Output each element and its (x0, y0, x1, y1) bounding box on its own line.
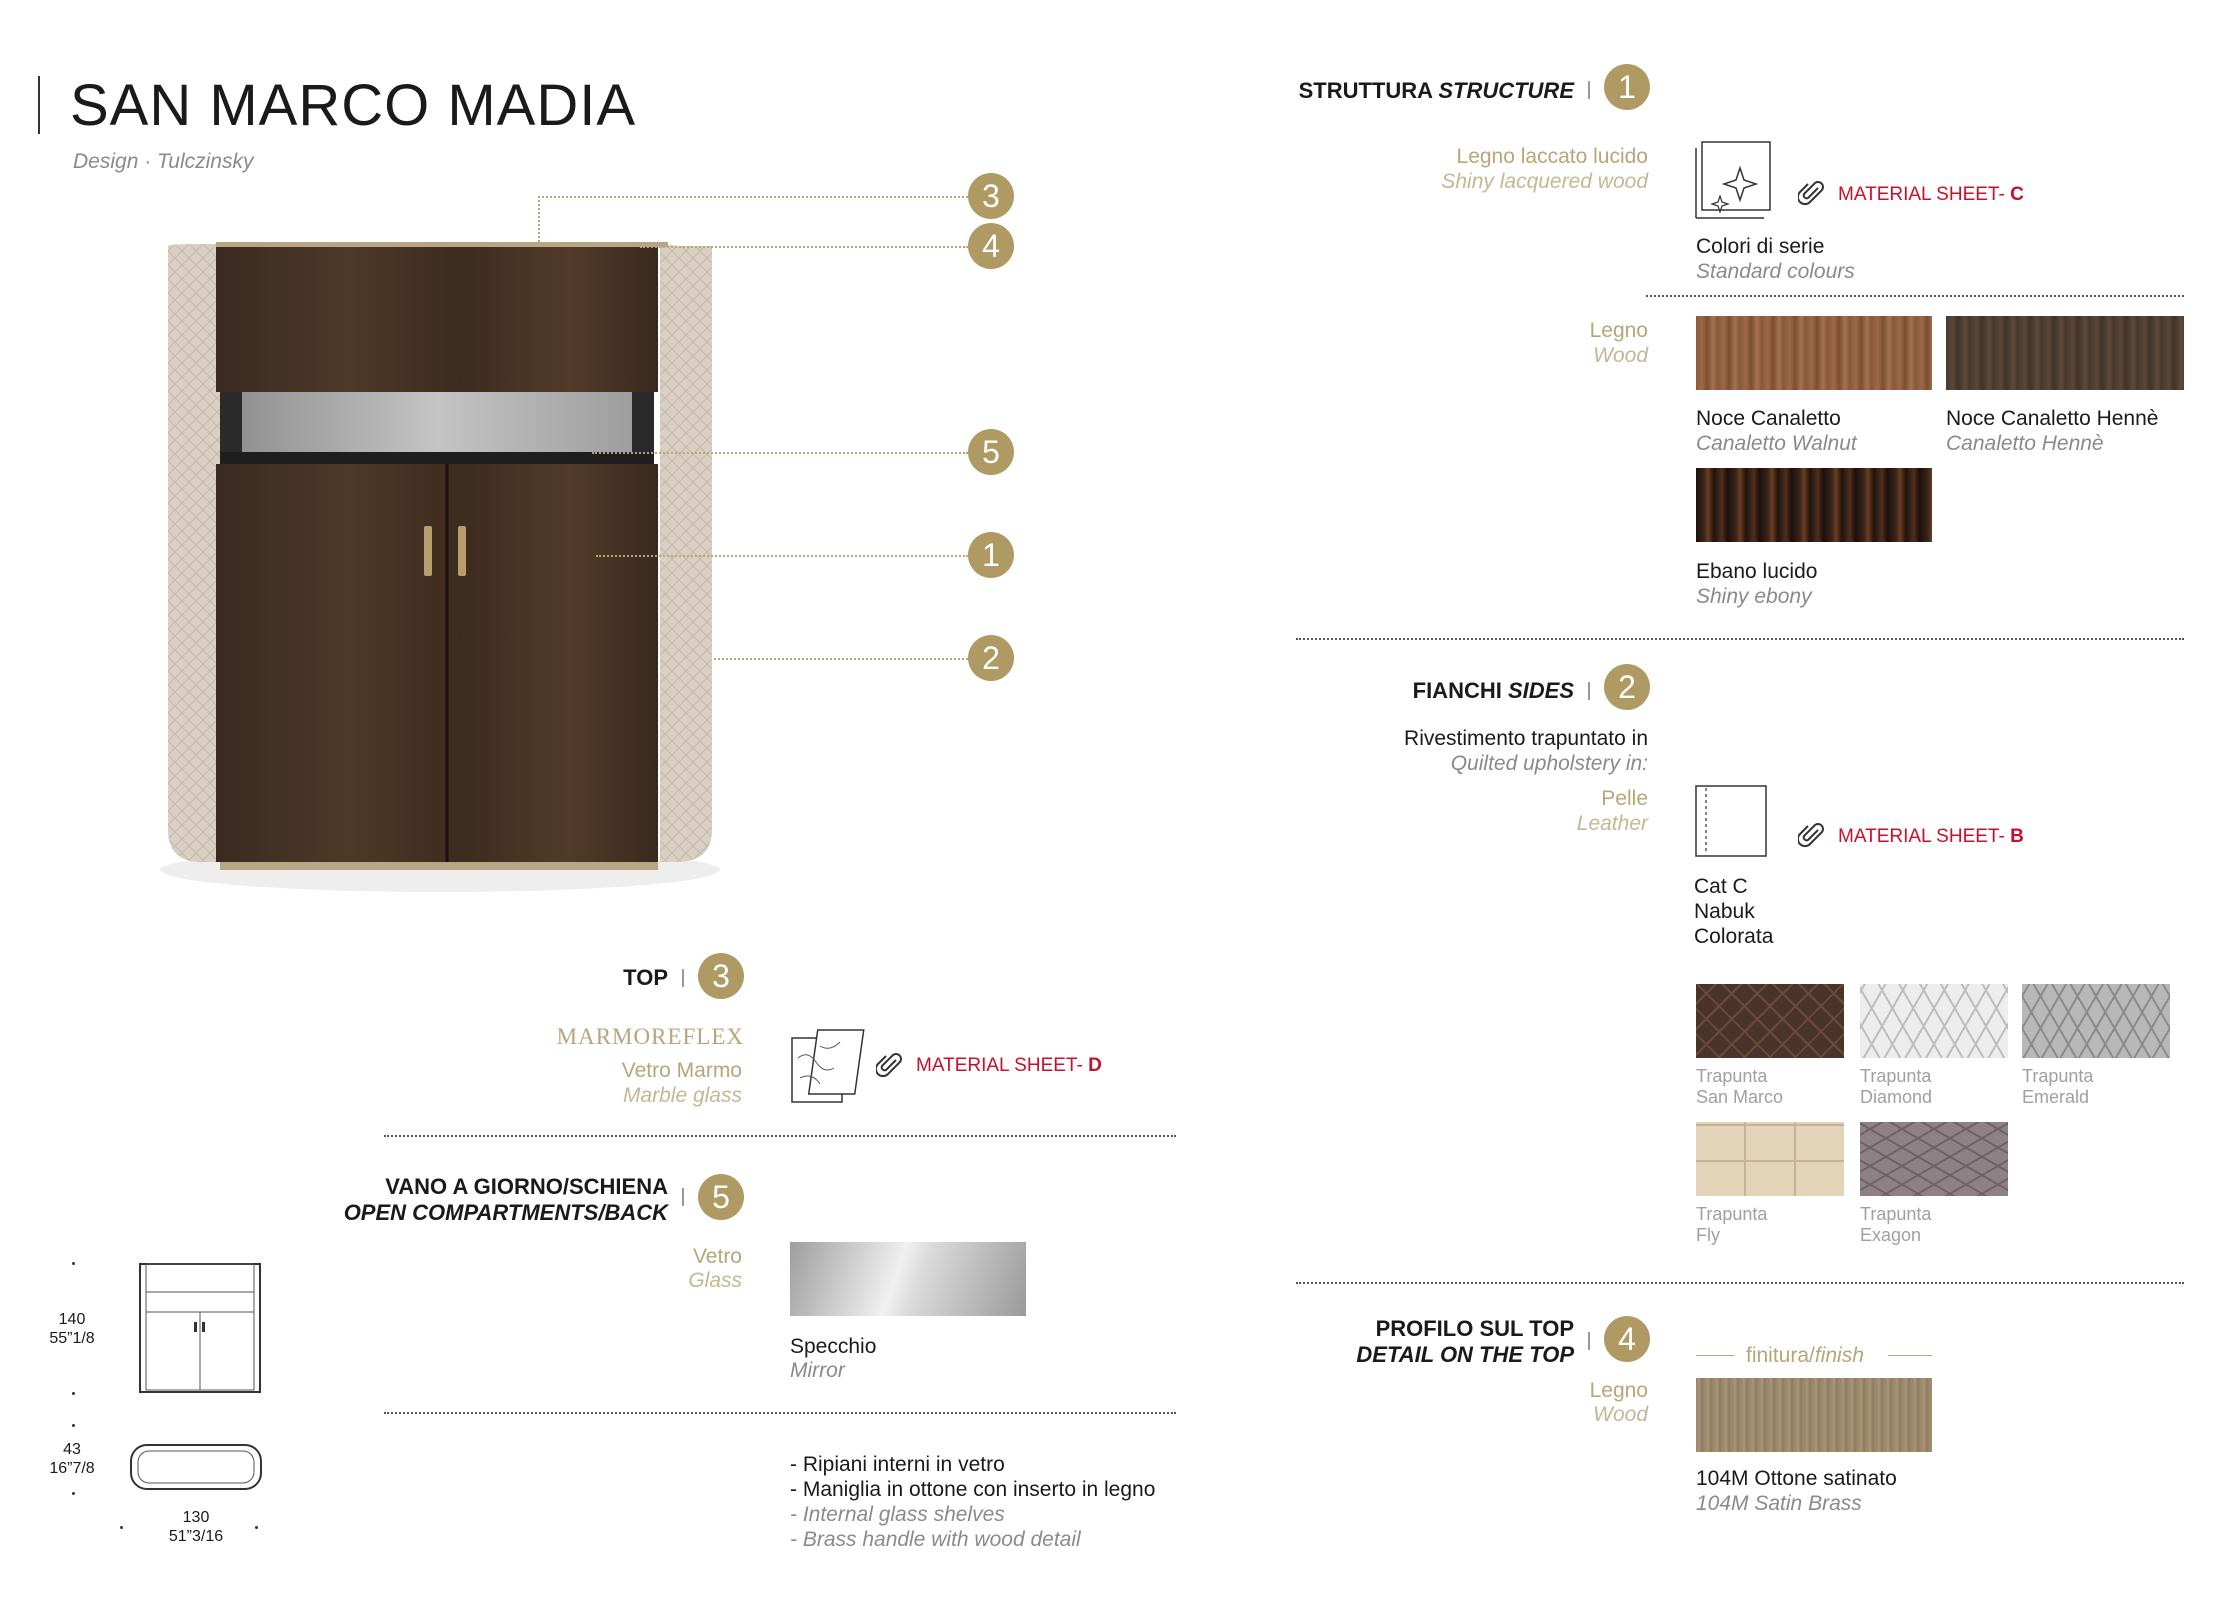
section-separator (1296, 1282, 2184, 1284)
wood-swatch-noce-canaletto[interactable] (1696, 316, 1932, 390)
mirror-swatch[interactable] (790, 1242, 1026, 1316)
colors-label-en: Standard colours (1696, 260, 1855, 283)
dim-width (154, 1508, 238, 1546)
struttura-title-it: STRUTTURA (1298, 78, 1433, 103)
dim-dot (72, 1392, 75, 1395)
profilo-title-en: DETAIL ON THE TOP (1356, 1342, 1574, 1367)
mirror-label-it: Specchio (790, 1335, 877, 1358)
struttura-material-sheet-link[interactable] (1838, 184, 2024, 206)
top-label-en: Marble glass (622, 1084, 742, 1107)
header-rule (38, 76, 40, 134)
fianchi-material-sheet-link[interactable] (1838, 826, 2024, 848)
quilt-label-l1: Trapunta (1696, 1204, 1768, 1224)
callout-badge-1: 1 (968, 532, 1014, 578)
dim-height-in: 55”1/8 (49, 1330, 95, 1347)
vano-label-en: Glass (688, 1269, 742, 1292)
dim-dot (72, 1262, 75, 1265)
dim-width-cm: 130 (182, 1509, 210, 1526)
dim-height-cm: 140 (58, 1311, 86, 1328)
leather-icon (1694, 784, 1768, 858)
satin-brass-label-en: 104M Satin Brass (1696, 1492, 1862, 1515)
designer-credit: Design · Tulczinsky (73, 150, 254, 173)
leader-3 (538, 196, 968, 198)
leather-label-en: Leather (1576, 812, 1648, 835)
top-badge: 3 (698, 953, 744, 999)
dim-width-in: 51”3/16 (168, 1528, 224, 1545)
fianchi-title (1320, 678, 1574, 704)
struttura-title (1240, 78, 1574, 104)
vano-title-it: VANO A GIORNO/SCHIENA (385, 1174, 668, 1199)
fianchi-desc-it: Rivestimento trapuntato in (1404, 727, 1648, 750)
callout-badge-5: 5 (968, 429, 1014, 475)
finish-label (1746, 1344, 1864, 1368)
callout-badge-2: 2 (968, 635, 1014, 681)
title-pipe (1588, 81, 1590, 99)
leather-finish: Colorata (1694, 925, 1774, 948)
product-image (140, 230, 760, 910)
fianchi-title-en: SIDES (1507, 678, 1574, 703)
paperclip-icon (1798, 180, 1826, 208)
wood-name-it: Noce Canaletto (1696, 407, 1841, 430)
sheet-prefix: MATERIAL SHEET- (1838, 826, 2011, 847)
quilt-label-l2: Fly (1696, 1225, 1720, 1245)
quilt-label-l1: Trapunta (2022, 1066, 2094, 1086)
leader-4 (640, 246, 968, 248)
wood-name-it: Ebano lucido (1696, 560, 1818, 583)
top-title: TOP (623, 965, 668, 990)
quilt-swatch-san-marco[interactable] (1696, 984, 1844, 1058)
struttura-badge: 1 (1604, 64, 1650, 110)
dim-depth-cm: 43 (63, 1441, 81, 1458)
marmoreflex-logo: MARMOREFLEX (556, 1024, 744, 1049)
colors-label-it: Colori di serie (1696, 235, 1825, 258)
satin-brass-label-it: 104M Ottone satinato (1696, 1467, 1897, 1490)
mirror-label-en: Mirror (790, 1359, 845, 1382)
section-separator (384, 1135, 1176, 1137)
wood-label-en: Wood (1593, 344, 1648, 367)
front-view-drawing (136, 1262, 266, 1396)
wood-swatch-noce-canaletto-henne[interactable] (1946, 316, 2184, 390)
fianchi-title-it: FIANCHI (1412, 678, 1502, 703)
leader-3-vertical (538, 196, 540, 246)
sheet-letter: C (2010, 184, 2024, 205)
title-pipe (1588, 682, 1590, 700)
quilt-label-l2: San Marco (1696, 1087, 1784, 1107)
paperclip-icon (876, 1052, 904, 1080)
vano-title (320, 1174, 668, 1226)
quilt-label (2022, 1066, 2093, 1108)
top-label-it: Vetro Marmo (621, 1059, 742, 1082)
leather-type: Nabuk (1694, 900, 1755, 923)
leather-category: Cat C (1694, 875, 1748, 898)
section-separator (1646, 295, 2184, 297)
dim-dot (255, 1526, 258, 1529)
callout-badge-4: 4 (968, 223, 1014, 269)
marble-glass-icon (790, 1028, 866, 1104)
sheet-prefix: MATERIAL SHEET- (916, 1055, 1089, 1076)
wood-name-en: Shiny ebony (1696, 585, 1812, 608)
leader-1 (596, 555, 968, 557)
section-separator (1296, 638, 2184, 640)
leather-label-it: Pelle (1601, 787, 1648, 810)
dim-depth (30, 1440, 114, 1478)
quilt-swatch-diamond[interactable] (1860, 984, 2008, 1058)
quilt-label (1860, 1204, 1931, 1246)
profilo-label-en: Wood (1593, 1403, 1648, 1426)
paperclip-icon (1798, 822, 1826, 850)
quilt-label-l2: Emerald (2022, 1087, 2090, 1107)
dim-dot (72, 1492, 75, 1495)
dim-dot (120, 1526, 123, 1529)
quilt-swatch-emerald[interactable] (2022, 984, 2170, 1058)
satin-brass-swatch[interactable] (1696, 1378, 1932, 1452)
wood-name-en: Canaletto Hennè (1946, 432, 2104, 455)
note-handle-en: - Brass handle with wood detail (790, 1528, 1081, 1551)
note-shelves-it: - Ripiani interni in vetro (790, 1453, 1005, 1476)
profilo-title (1300, 1316, 1574, 1368)
wood-label-it: Legno (1589, 319, 1648, 342)
struttura-title-en: STRUCTURE (1438, 78, 1574, 103)
lacquer-label-it: Legno laccato lucido (1456, 145, 1648, 168)
quilt-label-l1: Trapunta (1696, 1066, 1768, 1086)
title-pipe (682, 1188, 684, 1206)
quilt-label-l2: Diamond (1860, 1087, 1933, 1107)
wood-name-it: Noce Canaletto Hennè (1946, 407, 2159, 430)
leader-2 (714, 658, 968, 660)
callout-badge-3: 3 (968, 173, 1014, 219)
vano-title-en: OPEN COMPARTMENTS/BACK (343, 1200, 668, 1225)
quilt-label-l1: Trapunta (1860, 1066, 1932, 1086)
sheet-letter: D (1088, 1055, 1102, 1076)
finish-rule-right (1888, 1355, 1932, 1356)
lacquer-sparkle-icon (1694, 140, 1774, 220)
quilt-label-l2: Exagon (1860, 1225, 1922, 1245)
dim-dot (72, 1424, 75, 1427)
finish-rule-left (1696, 1355, 1734, 1356)
section-separator (384, 1412, 1176, 1414)
vano-badge: 5 (698, 1174, 744, 1220)
fianchi-badge: 2 (1604, 664, 1650, 710)
title-pipe (1588, 1332, 1590, 1350)
sheet-prefix: MATERIAL SHEET- (1838, 184, 2011, 205)
quilt-label (1860, 1066, 1932, 1108)
dim-depth-in: 16”7/8 (49, 1460, 95, 1477)
page-title: SAN MARCO MADIA (70, 73, 637, 138)
quilt-swatch-fly[interactable] (1696, 1122, 1844, 1196)
leader-5 (592, 452, 968, 454)
top-material-sheet-link[interactable] (916, 1055, 1102, 1077)
vano-label-it: Vetro (692, 1245, 742, 1268)
profilo-label-it: Legno (1589, 1379, 1648, 1402)
wood-name-en: Canaletto Walnut (1696, 432, 1857, 455)
profilo-badge: 4 (1604, 1316, 1650, 1362)
top-view-drawing (128, 1442, 264, 1492)
quilt-label (1696, 1204, 1767, 1246)
note-shelves-en: - Internal glass shelves (790, 1503, 1005, 1526)
wood-swatch-ebano-lucido[interactable] (1696, 468, 1932, 542)
fianchi-desc-en: Quilted upholstery in: (1450, 752, 1648, 775)
note-handle-it: - Maniglia in ottone con inserto in legno (790, 1478, 1156, 1501)
finish-label-en: finish (1814, 1344, 1864, 1367)
quilt-label-l1: Trapunta (1860, 1204, 1932, 1224)
finish-label-it: finitura/ (1746, 1344, 1815, 1367)
profilo-title-it: PROFILO SUL TOP (1375, 1316, 1574, 1341)
quilt-swatch-exagon[interactable] (1860, 1122, 2008, 1196)
title-pipe (682, 969, 684, 987)
lacquer-label-en: Shiny lacquered wood (1441, 170, 1648, 193)
sheet-letter: B (2010, 826, 2024, 847)
quilt-label (1696, 1066, 1783, 1108)
dim-height (30, 1310, 114, 1348)
